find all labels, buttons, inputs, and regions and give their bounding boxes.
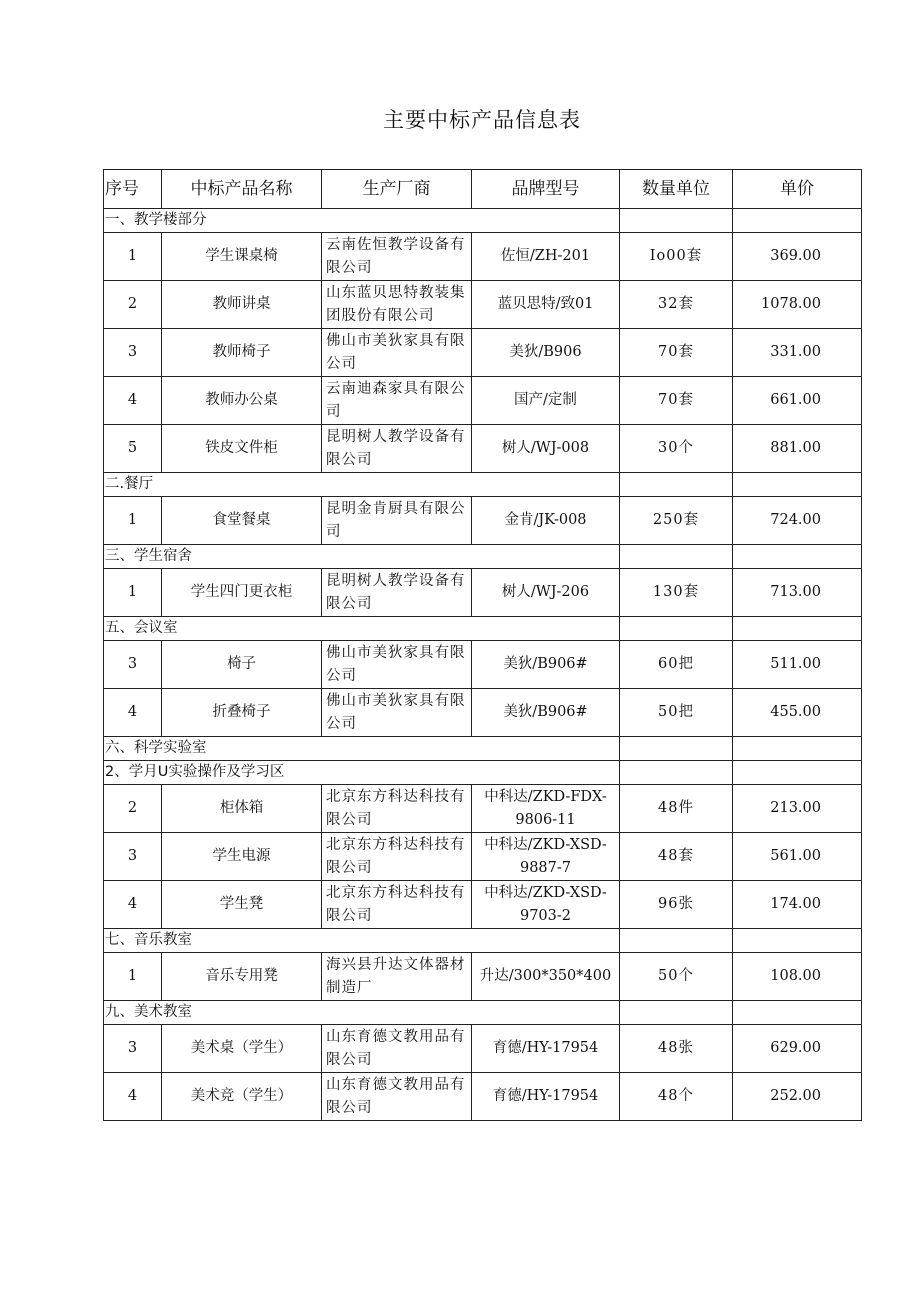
- cell-quantity-unit: 60把: [620, 641, 733, 689]
- empty-cell: [620, 545, 733, 569]
- cell-brand-model: 美狄/B906#: [472, 641, 620, 689]
- cell-unit-price: 174.00: [733, 881, 862, 929]
- empty-cell: [733, 617, 862, 641]
- cell-product: 柜体箱: [162, 785, 322, 833]
- section-row: [104, 929, 862, 953]
- cell-brand-model: 佐恒/ZH-201: [472, 233, 620, 281]
- table-row: [104, 233, 862, 281]
- cell-unit-price: 713.00: [733, 569, 862, 617]
- cell-no: 3: [104, 833, 162, 881]
- empty-cell: [620, 473, 733, 497]
- cell-quantity-unit: 70套: [620, 377, 733, 425]
- cell-product: 音乐专用凳: [162, 953, 322, 1001]
- cell-unit-price: 724.00: [733, 497, 862, 545]
- table-row: [104, 833, 862, 881]
- cell-brand-model: 中科达/ZKD-FDX-9806-11: [472, 785, 620, 833]
- empty-cell: [620, 1001, 733, 1025]
- table-row: [104, 1025, 862, 1073]
- cell-quantity-unit: 70套: [620, 329, 733, 377]
- cell-no: 4: [104, 881, 162, 929]
- cell-no: 2: [104, 785, 162, 833]
- cell-brand-model: 美狄/B906: [472, 329, 620, 377]
- section-title: 六、科学实验室: [104, 737, 620, 761]
- cell-product: 美术竞（学生）: [162, 1073, 322, 1121]
- cell-brand-model: 树人/WJ-206: [472, 569, 620, 617]
- cell-manufacturer: 云南佐恒教学设备有限公司: [322, 233, 472, 281]
- cell-manufacturer: 云南迪森家具有限公司: [322, 377, 472, 425]
- cell-unit-price: 511.00: [733, 641, 862, 689]
- cell-product: 教师椅子: [162, 329, 322, 377]
- cell-brand-model: 国产/定制: [472, 377, 620, 425]
- section-row: [104, 737, 862, 761]
- cell-brand-model: 美狄/B906#: [472, 689, 620, 737]
- cell-no: 3: [104, 329, 162, 377]
- empty-cell: [733, 761, 862, 785]
- cell-product: 铁皮文件柜: [162, 425, 322, 473]
- cell-quantity-unit: 30个: [620, 425, 733, 473]
- empty-cell: [733, 737, 862, 761]
- empty-cell: [620, 209, 733, 233]
- cell-brand-model: 升达/300*350*400: [472, 953, 620, 1001]
- cell-no: 4: [104, 1073, 162, 1121]
- cell-product: 学生四门更衣柜: [162, 569, 322, 617]
- header-manufacturer: 生产厂商: [322, 170, 472, 209]
- header-brand-model: 品牌型号: [472, 170, 620, 209]
- cell-manufacturer: 北京东方科达科技有限公司: [322, 881, 472, 929]
- empty-cell: [733, 473, 862, 497]
- cell-product: 学生电源: [162, 833, 322, 881]
- cell-no: 3: [104, 1025, 162, 1073]
- section-title: 2、学月U实验操作及学习区: [104, 761, 620, 785]
- cell-unit-price: 1078.00: [733, 281, 862, 329]
- table-row: [104, 497, 862, 545]
- cell-no: 1: [104, 233, 162, 281]
- section-row: [104, 617, 862, 641]
- table-row: [104, 281, 862, 329]
- section-title: 七、音乐教室: [104, 929, 620, 953]
- cell-brand-model: 中科达/ZKD-XSD-9887-7: [472, 833, 620, 881]
- cell-quantity-unit: 48件: [620, 785, 733, 833]
- cell-quantity-unit: 32套: [620, 281, 733, 329]
- cell-unit-price: 331.00: [733, 329, 862, 377]
- empty-cell: [620, 617, 733, 641]
- header-product: 中标产品名称: [162, 170, 322, 209]
- cell-quantity-unit: 50把: [620, 689, 733, 737]
- table-row: [104, 425, 862, 473]
- cell-brand-model: 金肯/JK-008: [472, 497, 620, 545]
- cell-no: 1: [104, 569, 162, 617]
- header-no: 序号: [104, 170, 162, 209]
- cell-product: 美术桌（学生）: [162, 1025, 322, 1073]
- cell-manufacturer: 北京东方科达科技有限公司: [322, 833, 472, 881]
- cell-brand-model: 育德/HY-17954: [472, 1073, 620, 1121]
- table-row: [104, 953, 862, 1001]
- cell-unit-price: 252.00: [733, 1073, 862, 1121]
- table-row: [104, 881, 862, 929]
- table-row: [104, 569, 862, 617]
- empty-cell: [620, 737, 733, 761]
- table-row: [104, 1073, 862, 1121]
- page-title: 主要中标产品信息表: [383, 108, 581, 132]
- cell-unit-price: 369.00: [733, 233, 862, 281]
- table-row: [104, 641, 862, 689]
- cell-no: 4: [104, 377, 162, 425]
- cell-product: 教师讲桌: [162, 281, 322, 329]
- table-row: [104, 377, 862, 425]
- section-row: [104, 761, 862, 785]
- empty-cell: [733, 209, 862, 233]
- cell-unit-price: 213.00: [733, 785, 862, 833]
- cell-unit-price: 455.00: [733, 689, 862, 737]
- cell-manufacturer: 昆明树人教学设备有限公司: [322, 569, 472, 617]
- cell-no: 3: [104, 641, 162, 689]
- cell-brand-model: 树人/WJ-008: [472, 425, 620, 473]
- cell-manufacturer: 山东蓝贝思特教装集团股份有限公司: [322, 281, 472, 329]
- cell-unit-price: 661.00: [733, 377, 862, 425]
- product-table: [103, 169, 862, 1121]
- section-title: 二.餐厅: [104, 473, 620, 497]
- cell-unit-price: 108.00: [733, 953, 862, 1001]
- cell-manufacturer: 北京东方科达科技有限公司: [322, 785, 472, 833]
- cell-quantity-unit: 250套: [620, 497, 733, 545]
- empty-cell: [620, 929, 733, 953]
- cell-manufacturer: 佛山市美狄家具有限公司: [322, 689, 472, 737]
- cell-manufacturer: 昆明金肯厨具有限公司: [322, 497, 472, 545]
- cell-brand-model: 育德/HY-17954: [472, 1025, 620, 1073]
- section-title: 九、美术教室: [104, 1001, 620, 1025]
- cell-product: 食堂餐桌: [162, 497, 322, 545]
- cell-quantity-unit: 50个: [620, 953, 733, 1001]
- section-row: [104, 545, 862, 569]
- cell-product: 学生课桌椅: [162, 233, 322, 281]
- cell-brand-model: 蓝贝思特/致01: [472, 281, 620, 329]
- section-title: 三、学生宿舍: [104, 545, 620, 569]
- empty-cell: [733, 1001, 862, 1025]
- cell-brand-model: 中科达/ZKD-XSD-9703-2: [472, 881, 620, 929]
- cell-product: 折叠椅子: [162, 689, 322, 737]
- cell-product: 教师办公桌: [162, 377, 322, 425]
- cell-manufacturer: 佛山市美狄家具有限公司: [322, 641, 472, 689]
- cell-manufacturer: 佛山市美狄家具有限公司: [322, 329, 472, 377]
- cell-quantity-unit: 48张: [620, 1025, 733, 1073]
- empty-cell: [733, 929, 862, 953]
- section-title: 五、会议室: [104, 617, 620, 641]
- cell-manufacturer: 海兴县升达文体器材制造厂: [322, 953, 472, 1001]
- header-unit-price: 单价: [733, 170, 862, 209]
- cell-manufacturer: 昆明树人教学设备有限公司: [322, 425, 472, 473]
- cell-no: 1: [104, 497, 162, 545]
- cell-unit-price: 561.00: [733, 833, 862, 881]
- empty-cell: [620, 761, 733, 785]
- section-row: [104, 473, 862, 497]
- section-row: [104, 209, 862, 233]
- cell-quantity-unit: 48个: [620, 1073, 733, 1121]
- table-row: [104, 785, 862, 833]
- cell-manufacturer: 山东育德文教用品有限公司: [322, 1073, 472, 1121]
- cell-product: 学生凳: [162, 881, 322, 929]
- section-title: 一、教学楼部分: [104, 209, 620, 233]
- empty-cell: [733, 545, 862, 569]
- cell-manufacturer: 山东育德文教用品有限公司: [322, 1025, 472, 1073]
- cell-unit-price: 629.00: [733, 1025, 862, 1073]
- table-header-row: [104, 170, 862, 209]
- table-row: [104, 329, 862, 377]
- cell-quantity-unit: 48套: [620, 833, 733, 881]
- table-row: [104, 689, 862, 737]
- cell-quantity-unit: 96张: [620, 881, 733, 929]
- cell-unit-price: 881.00: [733, 425, 862, 473]
- header-quantity-unit: 数量单位: [620, 170, 733, 209]
- cell-no: 5: [104, 425, 162, 473]
- cell-product: 椅子: [162, 641, 322, 689]
- cell-quantity-unit: Io00套: [620, 233, 733, 281]
- section-row: [104, 1001, 862, 1025]
- cell-no: 2: [104, 281, 162, 329]
- cell-quantity-unit: 130套: [620, 569, 733, 617]
- cell-no: 1: [104, 953, 162, 1001]
- cell-no: 4: [104, 689, 162, 737]
